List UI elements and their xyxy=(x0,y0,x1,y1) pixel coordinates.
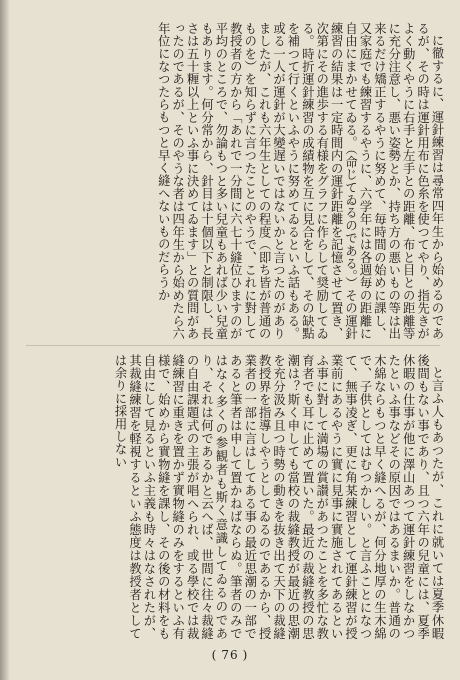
body-text-upper: に徹するに、運針練習は尋常四年生から始めるのであるが、その時は運針用布に色糸を使つてやり、指先きがよく動くやうに右手と左手との距離、布と目との距離等に充分注意し、悪い姿勢とか、持ち方の悪いもの等は出来るだけ矯正するやうに努めて、毎時間の始めに課し、又家庭でも練習するやうに、六学年には各週毎の距離に自由にまかせてゐる。（命じてゐるのである。）その運針練習の結果は一定時間内の運針距離を記憶させて置き、次第にその進歩する有様をグラフに作らして奨励してゐる。時折運針練習の成績物を互に見合をして、その缺點を補つて行くといふやうに努めてゐるといふ話もある。或る一人が運針が大變遅いではないかと言つたのがありましたが、これも六年生としての程度（即ち皆が普通のものを）を知らずに言つたことのやうで、これに對して教授者の方から「あれで一分間に六七十縫位ひますのが平均のところで、勿論もつと多い兒童もあれば少い兒童もあります。何分常から、針目は十個以下と制限し、長さは五十糎以上といふ事に決めてゐます」との質問があったのであるが、そのやうな者は四年生から始めたら六年位になつたらもつと早く縫へないものだらうか xyxy=(156,22,444,340)
block-divider xyxy=(26,345,440,346)
body-text-lower: と言ふ人もあつたが、これに就いては夏季休暇後間もない事であり、且つ六年の兒童には、夏季休暇の仕事が他に澤山あつて運針練習をしなかつたといふ事などその原因ではあるまいか。普通の木綿ならもつと早く縫へるが、何分地厚の生木綿で、子供としてはむつかしい。と言ふことになつて、無事凌ぎ、更に角某練習として運針練習が授業前にあるやうに實に見事に實施されてあるといふ事に對して満場の賞讃があつたことを多忙な教育者でも耳に止めて置いた。最近の裁縫教授の思潮は？斯く申しても當校の裁縫教授が最近の思潮を充分汲み且つ時勢の動きを抜き出て天下の裁縫教授界を指導しやうとしてゐるのであるから、授業者の一部に言はしてある事の最近思潮の一部であると筆者は申して置かねばならぬ。筆者のみではなく多くの参観者も斯く意識してゐるのであり、それは何であるかと云へば、世間に往々裁縫の自由課題式の主張が唱へられ、或る學校では裁縫練習に重きを置かず實物縫のみをするといふ有様で、始めから實物縫を課し、その後の材料をも自由にして見るといふ主義も時々はなされたが、其裁縫練習を軽視するといふ態度は教授者としては余りに採用しない xyxy=(113,354,444,640)
text-block-top xyxy=(22,22,444,340)
page-number-open-paren: ( xyxy=(211,648,218,662)
page-number-close-paren: ) xyxy=(242,648,249,662)
page-number xyxy=(0,648,460,662)
page-number-value: 76 xyxy=(221,648,239,662)
text-block-bottom xyxy=(22,354,444,640)
